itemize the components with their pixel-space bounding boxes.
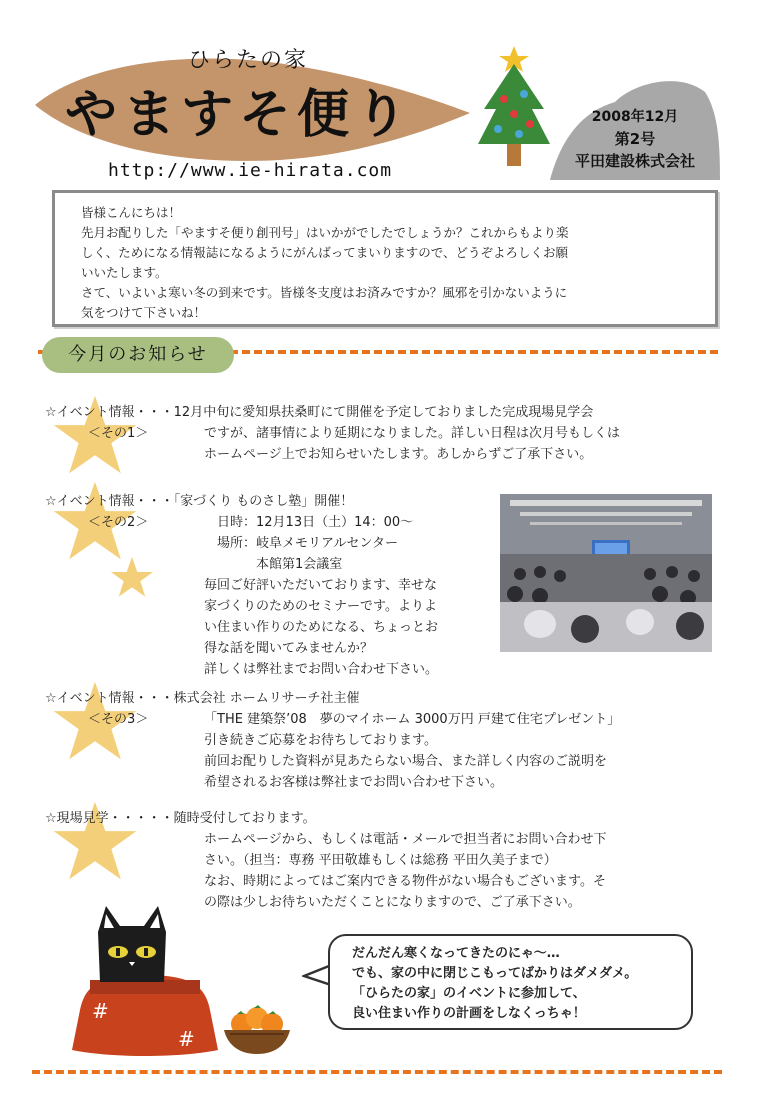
event-line: 本館第1会議室: [204, 557, 343, 572]
greeting-line: 皆様こんにちは！: [81, 205, 182, 220]
event-body: [204, 829, 606, 913]
section-heading: 今月のお知らせ: [42, 337, 234, 373]
event-title: ☆イベント情報・・・12月中旬に愛知県扶桑町にて開催を予定しておりました完成現場見学会: [45, 405, 594, 420]
svg-text:#: #: [178, 1027, 195, 1051]
event-line: 詳しくは弊社までお問い合わせ下さい。: [204, 662, 439, 677]
seminar-photo: [500, 494, 712, 652]
greeting-line: 気をつけて下さいね！: [81, 305, 207, 320]
event-number: ＜その1＞: [88, 426, 149, 441]
event-number: ＜その2＞: [88, 515, 149, 530]
event-line: 「THE 建築祭’08 夢のマイホーム 3000万円 戸建て住宅プレゼント」: [204, 712, 621, 727]
company-name: 平田建設株式会社: [574, 152, 695, 170]
newsletter-title: やますそ便り: [65, 84, 414, 145]
event-line: 毎回ご好評いただいております、幸せな: [204, 578, 437, 593]
event-title: ☆イベント情報・・・「家づくり ものさし塾」開催！: [45, 494, 354, 509]
issue-date: 2008年12月: [591, 109, 679, 125]
event-number: ＜その3＞: [88, 712, 149, 727]
event-line: 引き続きご応募をお待ちしております。: [204, 733, 437, 748]
footer-divider: [32, 1070, 722, 1074]
issue-number: 第2号: [614, 130, 656, 148]
speech-line: 良い住まい作りの計画をしなくっちゃ！: [352, 1006, 586, 1021]
greeting-line: しく、ためになる情報誌になるようにがんばってまいりますので、どうぞよろしくお願: [81, 245, 569, 260]
event-line: ホームページ上でお知らせいたします。あしからずご了承下さい。: [204, 447, 593, 462]
event-title: ☆イベント情報・・・株式会社 ホームリサーチ社主催: [45, 691, 360, 706]
star-icon: [110, 556, 154, 598]
event-line: 希望されるお客様は弊社までお問い合わせ下さい。: [204, 775, 504, 790]
event-line: なお、時期によってはご案内できる物件がない場合もございます。そ: [204, 874, 606, 889]
event-line: 日時：12月13日（土）14：00～: [204, 515, 414, 530]
greeting-line: いいたします。: [81, 265, 168, 280]
speech-line: だんだん寒くなってきたのにゃ～…: [352, 946, 560, 961]
svg-text:#: #: [92, 999, 109, 1023]
greeting-box: [52, 190, 718, 327]
event-line: さい。（担当：専務 平田敬雄もしくは総務 平田久美子まで）: [204, 853, 557, 868]
event-body: [204, 423, 620, 465]
event-title: ☆現場見学・・・・・随時受付しております。: [45, 811, 316, 826]
event-body: [204, 709, 620, 793]
event-line: 家づくりのためのセミナーです。よりよ: [204, 599, 437, 614]
website-url[interactable]: http://www.ie-hirata.com: [108, 160, 393, 181]
event-line: の際は少しお待ちいただくことになりますので、ご了承下さい。: [204, 895, 581, 910]
event-line: 得な話を聞いてみませんか？: [204, 641, 374, 656]
event-body: [204, 512, 438, 680]
speech-bubble: [328, 934, 693, 1030]
subtitle: ひらたの家: [188, 48, 309, 73]
event-line: ですが、諸事情により延期になりました。詳しい日程は次月号もしくは: [204, 426, 621, 441]
event-line: ホームページから、もしくは電話・メールで担当者にお問い合わせ下: [204, 832, 607, 847]
speech-line: でも、家の中に閉じこもってばかりはダメダメ。: [352, 966, 638, 981]
event-line: 場所：岐阜メモリアルセンター: [204, 536, 398, 551]
greeting-line: 先月お配りした「やますそ便り創刊号」はいかがでしたでしょうか？これからもより楽: [81, 225, 569, 240]
speech-line: 「ひらたの家」のイベントに参加して、: [352, 986, 586, 1001]
greeting-line: さて、いよいよ寒い冬の到来です。皆様冬支度はお済みですか？風邪を引かないように: [81, 285, 568, 300]
mikan-basket-icon: [222, 1000, 292, 1056]
event-line: 前回お配りした資料が見あたらない場合、また詳しく内容のご説明を: [204, 754, 608, 769]
event-line: い住まい作りのためになる、ちょっとお: [204, 620, 439, 635]
cat-icon: [92, 902, 172, 984]
